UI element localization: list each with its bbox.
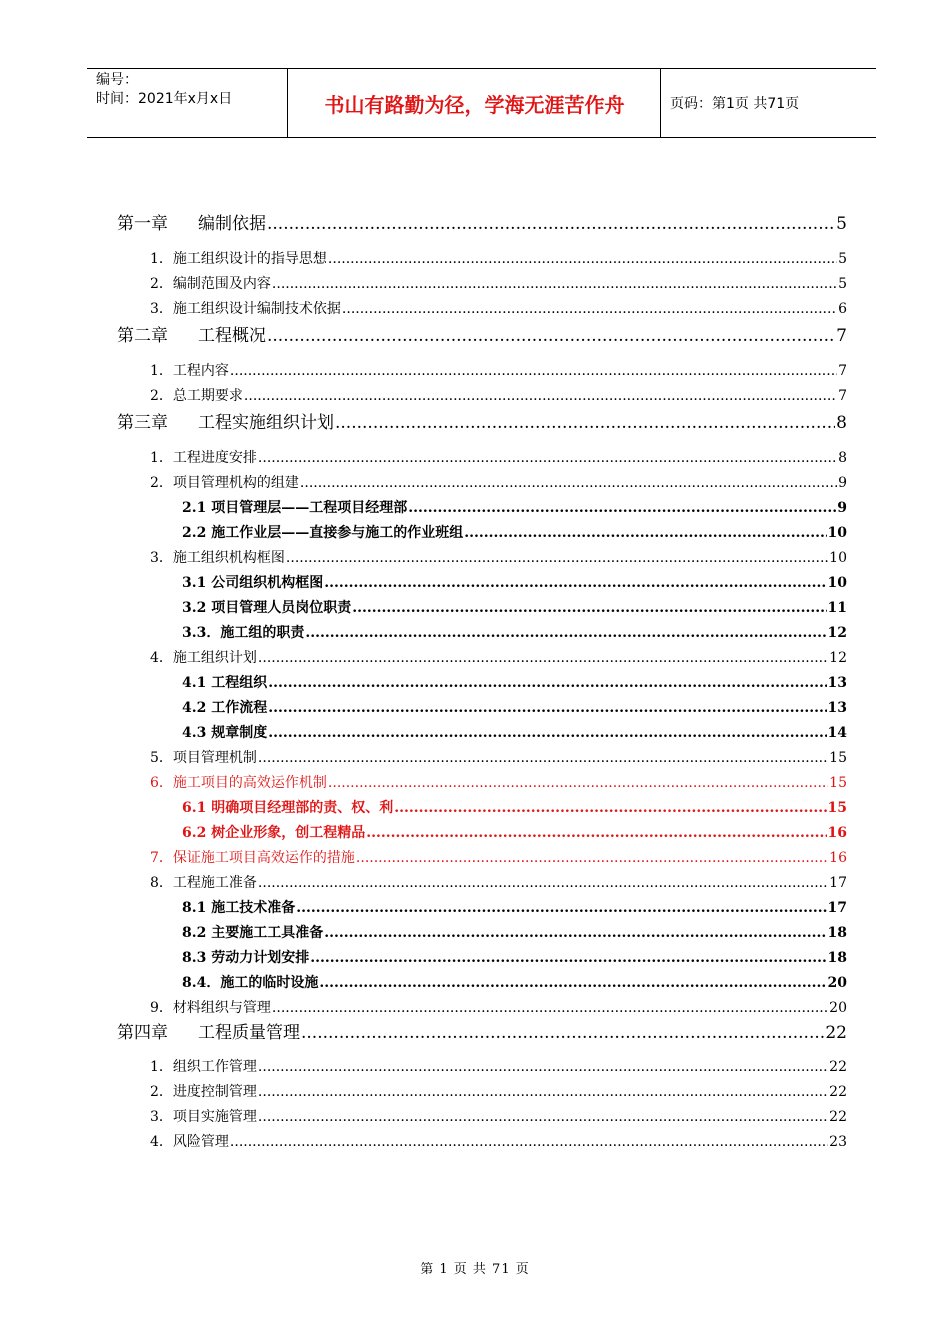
- toc-leader-dots: [394, 800, 826, 816]
- toc-entry[interactable]: [182, 597, 847, 617]
- toc-entry-label: 工程组织: [211, 675, 268, 691]
- toc-entry-label: 施工组织设计的指导思想: [172, 251, 327, 267]
- toc-leader-dots: [324, 575, 826, 591]
- toc-page-number: 9: [837, 500, 847, 516]
- toc-entry[interactable]: [182, 797, 847, 817]
- toc-entry[interactable]: [150, 385, 847, 405]
- toc-entry[interactable]: [150, 647, 847, 667]
- toc-leader-dots: [464, 525, 826, 541]
- toc-entry-number: 1．: [150, 450, 173, 466]
- toc-entry-title: [150, 360, 229, 380]
- toc-entry-label: 主要施工工具准备: [211, 925, 324, 941]
- toc-leader-dots: [268, 700, 826, 716]
- toc-entry[interactable]: [150, 298, 847, 318]
- toc-leader-dots: [300, 475, 837, 491]
- toc-entry-title: [182, 672, 267, 692]
- toc-leader-dots: [230, 1134, 828, 1150]
- toc-entry[interactable]: [150, 747, 847, 767]
- toc-entry-number: 1．: [150, 251, 173, 267]
- toc-entry-number: 3.1: [182, 575, 212, 591]
- toc-entry-label: 施工作业层——直接参与施工的作业班组: [211, 525, 464, 541]
- toc-entry-number: 2．: [150, 388, 173, 404]
- toc-entry[interactable]: [182, 922, 847, 942]
- toc-entry-label: 材料组织与管理: [172, 1000, 271, 1016]
- toc-entry[interactable]: [150, 872, 847, 892]
- toc-page-number: 22: [829, 1084, 847, 1100]
- toc-leader-dots: [272, 1000, 828, 1016]
- toc-leader-dots: [328, 775, 828, 791]
- toc-entry-title: [182, 972, 318, 992]
- toc-entry-title: [150, 1131, 229, 1151]
- toc-entry-title: [150, 747, 257, 767]
- toc-entry-number: 第三章: [117, 413, 168, 433]
- toc-entry-number: 8．: [150, 875, 173, 891]
- toc-entry-title: [150, 547, 285, 567]
- toc-entry-label: 树企业形象，创工程精品: [211, 825, 366, 841]
- toc-entry-title: [150, 1106, 257, 1126]
- toc-entry[interactable]: [182, 722, 847, 742]
- toc-entry-label: 工程内容: [172, 363, 229, 379]
- toc-leader-dots: [244, 388, 837, 404]
- toc-entry[interactable]: [150, 1081, 847, 1101]
- toc-leader-dots: [296, 900, 826, 916]
- toc-entry-label: 风险管理: [172, 1134, 229, 1150]
- toc-entry-label: 施工组织计划: [172, 650, 257, 666]
- toc-leader-dots: [301, 1023, 824, 1043]
- toc-page-number: 8: [836, 413, 847, 433]
- toc-entry-title: [182, 822, 365, 842]
- toc-entry[interactable]: [182, 622, 847, 642]
- toc-entry-number: 第四章: [117, 1023, 168, 1043]
- toc-entry-title: [182, 797, 393, 817]
- toc-entry[interactable]: [150, 248, 847, 268]
- toc-leader-dots: [324, 925, 826, 941]
- toc-entry-label: 工程质量管理: [198, 1023, 300, 1043]
- toc-page-number: 7: [836, 326, 847, 346]
- toc-entry-number: 3．: [150, 1109, 173, 1125]
- toc-leader-dots: [258, 1059, 828, 1075]
- toc-entry[interactable]: [150, 1056, 847, 1076]
- toc-page-number: 5: [836, 214, 847, 234]
- toc-entry-title: [117, 209, 266, 234]
- toc-entry-label: 施工组织机构框图: [172, 550, 285, 566]
- toc-entry-label: 编制依据: [198, 214, 266, 234]
- toc-leader-dots: [230, 363, 837, 379]
- toc-entry-number: 第一章: [117, 214, 168, 234]
- header-divider: [660, 69, 661, 137]
- toc-entry-number: 4．: [150, 650, 173, 666]
- toc-entry-label: 组织工作管理: [172, 1059, 257, 1075]
- toc-page-number: 7: [838, 363, 847, 379]
- toc-entry-label: 编制范围及内容: [172, 276, 271, 292]
- toc-leader-dots: [268, 675, 826, 691]
- toc-entry-number: 4．: [150, 1134, 173, 1150]
- toc-entry-label: 项目管理层——工程项目经理部: [211, 500, 408, 516]
- toc-page-number: 12: [829, 650, 847, 666]
- toc-leader-dots: [352, 600, 826, 616]
- toc-page-number: 15: [829, 750, 847, 766]
- toc-leader-dots: [342, 301, 837, 317]
- toc-entry-number: 2．: [150, 475, 173, 491]
- toc-entry-title: [150, 1056, 257, 1076]
- toc-page-number: 6: [838, 301, 847, 317]
- toc-page-number: 13: [827, 675, 847, 691]
- toc-entry-number: 3．: [150, 301, 173, 317]
- page-header: [87, 68, 876, 138]
- toc-entry-title: [150, 248, 327, 268]
- toc-entry[interactable]: [182, 972, 847, 992]
- toc-page-number: 22: [825, 1023, 847, 1043]
- toc-entry-title: [182, 897, 295, 917]
- toc-entry-title: [182, 697, 267, 717]
- toc-page-number: 8: [838, 450, 847, 466]
- toc-page-number: 17: [827, 900, 847, 916]
- toc-entry-title: [182, 497, 407, 517]
- toc-entry-number: 9．: [150, 1000, 173, 1016]
- header-motto: 书山有路勤为径，学海无涯苦作舟: [324, 92, 625, 117]
- toc-entry-number: 4.2: [182, 700, 212, 716]
- toc-page-number: 12: [827, 625, 847, 641]
- toc-entry-number: 7．: [150, 850, 173, 866]
- toc-page-number: 11: [827, 600, 847, 616]
- toc-page-number: 15: [827, 800, 847, 816]
- header-page-info: 页码：第1页 共71页: [670, 96, 800, 112]
- toc-entry[interactable]: [182, 672, 847, 692]
- toc-entry-title: [117, 321, 266, 346]
- toc-entry[interactable]: [182, 897, 847, 917]
- toc-entry-number: 6.1: [182, 800, 212, 816]
- toc-entry-label: 总工期要求: [172, 388, 243, 404]
- toc-page-number: 15: [829, 775, 847, 791]
- toc-leader-dots: [258, 875, 828, 891]
- header-info: [96, 71, 286, 109]
- toc-entry-title: [182, 922, 323, 942]
- time-label: 时间：2021年x月x日: [96, 91, 233, 107]
- toc-entry-number: 6．: [150, 775, 173, 791]
- toc-entry-title: [150, 273, 271, 293]
- toc-entry[interactable]: [182, 522, 847, 542]
- toc-entry-number: 8.3: [182, 950, 212, 966]
- toc-page-number: 18: [827, 950, 847, 966]
- toc-entry-title: [150, 1081, 257, 1101]
- toc-entry-number: 8.4．: [182, 975, 221, 991]
- toc-page-number: 14: [827, 725, 847, 741]
- toc-entry-title: [182, 572, 323, 592]
- toc-leader-dots: [267, 326, 835, 346]
- toc-entry-number: 2．: [150, 1084, 173, 1100]
- toc-entry[interactable]: [150, 772, 847, 792]
- toc-entry-title: [182, 522, 463, 542]
- toc-page-number: 22: [829, 1059, 847, 1075]
- toc-leader-dots: [258, 650, 828, 666]
- toc-page-number: 7: [838, 388, 847, 404]
- toc-entry[interactable]: [117, 1018, 847, 1043]
- toc-entry-label: 工程概况: [198, 326, 266, 346]
- toc-entry-label: 保证施工项目高效运作的措施: [172, 850, 355, 866]
- toc-entry-number: 1．: [150, 363, 173, 379]
- toc-entry[interactable]: [182, 822, 847, 842]
- toc-entry-label: 项目实施管理: [172, 1109, 257, 1125]
- page-footer: 第 1 页 共 71 页: [420, 1262, 530, 1277]
- toc-leader-dots: [267, 214, 835, 234]
- toc-page-number: 20: [827, 975, 847, 991]
- toc-entry-number: 2.2: [182, 525, 212, 541]
- toc-entry-label: 工作流程: [211, 700, 268, 716]
- toc-entry-label: 项目管理机构的组建: [172, 475, 299, 491]
- toc-entry-number: 第二章: [117, 326, 168, 346]
- toc-page-number: 16: [829, 850, 847, 866]
- toc-page-number: 13: [827, 700, 847, 716]
- toc-page-number: 9: [838, 475, 847, 491]
- toc-leader-dots: [272, 276, 837, 292]
- toc-leader-dots: [258, 1109, 828, 1125]
- toc-entry[interactable]: [150, 360, 847, 380]
- toc-entry-title: [150, 872, 257, 892]
- serial-label: 编号：: [96, 72, 138, 88]
- toc-entry-label: 项目管理机制: [172, 750, 257, 766]
- toc-entry-title: [150, 472, 299, 492]
- toc-entry-label: 施工技术准备: [211, 900, 296, 916]
- toc-entry[interactable]: [150, 1131, 847, 1151]
- toc-entry-label: 施工项目的高效运作机制: [172, 775, 327, 791]
- toc-leader-dots: [328, 251, 837, 267]
- toc-page-number: 17: [829, 875, 847, 891]
- toc-entry-number: 4.3: [182, 725, 212, 741]
- toc-entry-number: 3.2: [182, 600, 212, 616]
- toc-leader-dots: [258, 450, 837, 466]
- toc-entry[interactable]: [182, 497, 847, 517]
- toc-entry-label: 工程进度安排: [172, 450, 257, 466]
- toc-entry-label: 施工组织设计编制技术依据: [172, 301, 341, 317]
- toc-page-number: 10: [827, 525, 847, 541]
- toc-entry-number: 5．: [150, 750, 173, 766]
- toc-entry-number: 1．: [150, 1059, 173, 1075]
- toc-leader-dots: [356, 850, 828, 866]
- toc-page-number: 10: [827, 575, 847, 591]
- toc-entry-title: [182, 722, 267, 742]
- toc-entry-title: [150, 298, 341, 318]
- toc-entry[interactable]: [117, 209, 847, 234]
- toc-page-number: 5: [838, 251, 847, 267]
- toc-leader-dots: [258, 750, 828, 766]
- toc-entry[interactable]: [182, 947, 847, 967]
- toc-entry[interactable]: [150, 447, 847, 467]
- toc-entry[interactable]: [117, 408, 847, 433]
- toc-entry-title: [150, 847, 355, 867]
- toc-page-number: 16: [827, 825, 847, 841]
- toc-entry-label: 进度控制管理: [172, 1084, 257, 1100]
- toc-page-number: 23: [829, 1134, 847, 1150]
- toc-entry[interactable]: [150, 472, 847, 492]
- toc-leader-dots: [408, 500, 836, 516]
- toc-entry-label: 施工的临时设施: [220, 975, 319, 991]
- toc-entry-label: 明确项目经理部的责、权、利: [211, 800, 394, 816]
- toc-entry-title: [150, 997, 271, 1017]
- toc-entry-title: [182, 622, 304, 642]
- toc-entry[interactable]: [150, 997, 847, 1017]
- toc-page-number: 20: [829, 1000, 847, 1016]
- toc-entry[interactable]: [150, 273, 847, 293]
- toc-entry-label: 公司组织机构框图: [211, 575, 324, 591]
- toc-page-number: 22: [829, 1109, 847, 1125]
- toc-entry-title: [150, 772, 327, 792]
- toc-entry-label: 规章制度: [211, 725, 268, 741]
- toc-entry-title: [182, 947, 309, 967]
- toc-entry-label: 项目管理人员岗位职责: [211, 600, 352, 616]
- toc-entry[interactable]: [150, 847, 847, 867]
- toc-entry-title: [182, 597, 351, 617]
- toc-entry-label: 劳动力计划安排: [211, 950, 310, 966]
- toc-entry-title: [150, 647, 257, 667]
- toc-entry-number: 4.1: [182, 675, 212, 691]
- toc-leader-dots: [335, 413, 835, 433]
- toc-leader-dots: [366, 825, 826, 841]
- toc-entry-number: 2．: [150, 276, 173, 292]
- toc-leader-dots: [305, 625, 826, 641]
- toc-entry-number: 2.1: [182, 500, 212, 516]
- toc-entry-number: 3．: [150, 550, 173, 566]
- toc-leader-dots: [258, 1084, 828, 1100]
- toc-entry-number: 8.1: [182, 900, 212, 916]
- toc-page-number: 18: [827, 925, 847, 941]
- toc-entry[interactable]: [117, 321, 847, 346]
- toc-page-number: 5: [838, 276, 847, 292]
- toc-entry-title: [117, 1018, 300, 1043]
- toc-entry-number: 8.2: [182, 925, 212, 941]
- toc-entry[interactable]: [182, 572, 847, 592]
- toc-leader-dots: [310, 950, 826, 966]
- toc-entry[interactable]: [150, 547, 847, 567]
- toc-entry-title: [150, 385, 243, 405]
- toc-leader-dots: [319, 975, 826, 991]
- toc-entry[interactable]: [150, 1106, 847, 1126]
- toc-entry-label: 施工组的职责: [220, 625, 305, 641]
- toc-page-number: 10: [829, 550, 847, 566]
- toc-entry-number: 6.2: [182, 825, 212, 841]
- toc-leader-dots: [286, 550, 828, 566]
- toc-entry[interactable]: [182, 697, 847, 717]
- toc-entry-title: [117, 408, 334, 433]
- toc-entry-label: 工程施工准备: [172, 875, 257, 891]
- toc-entry-number: 3.3．: [182, 625, 221, 641]
- toc-entry-label: 工程实施组织计划: [198, 413, 334, 433]
- toc-entry-title: [150, 447, 257, 467]
- toc-leader-dots: [268, 725, 826, 741]
